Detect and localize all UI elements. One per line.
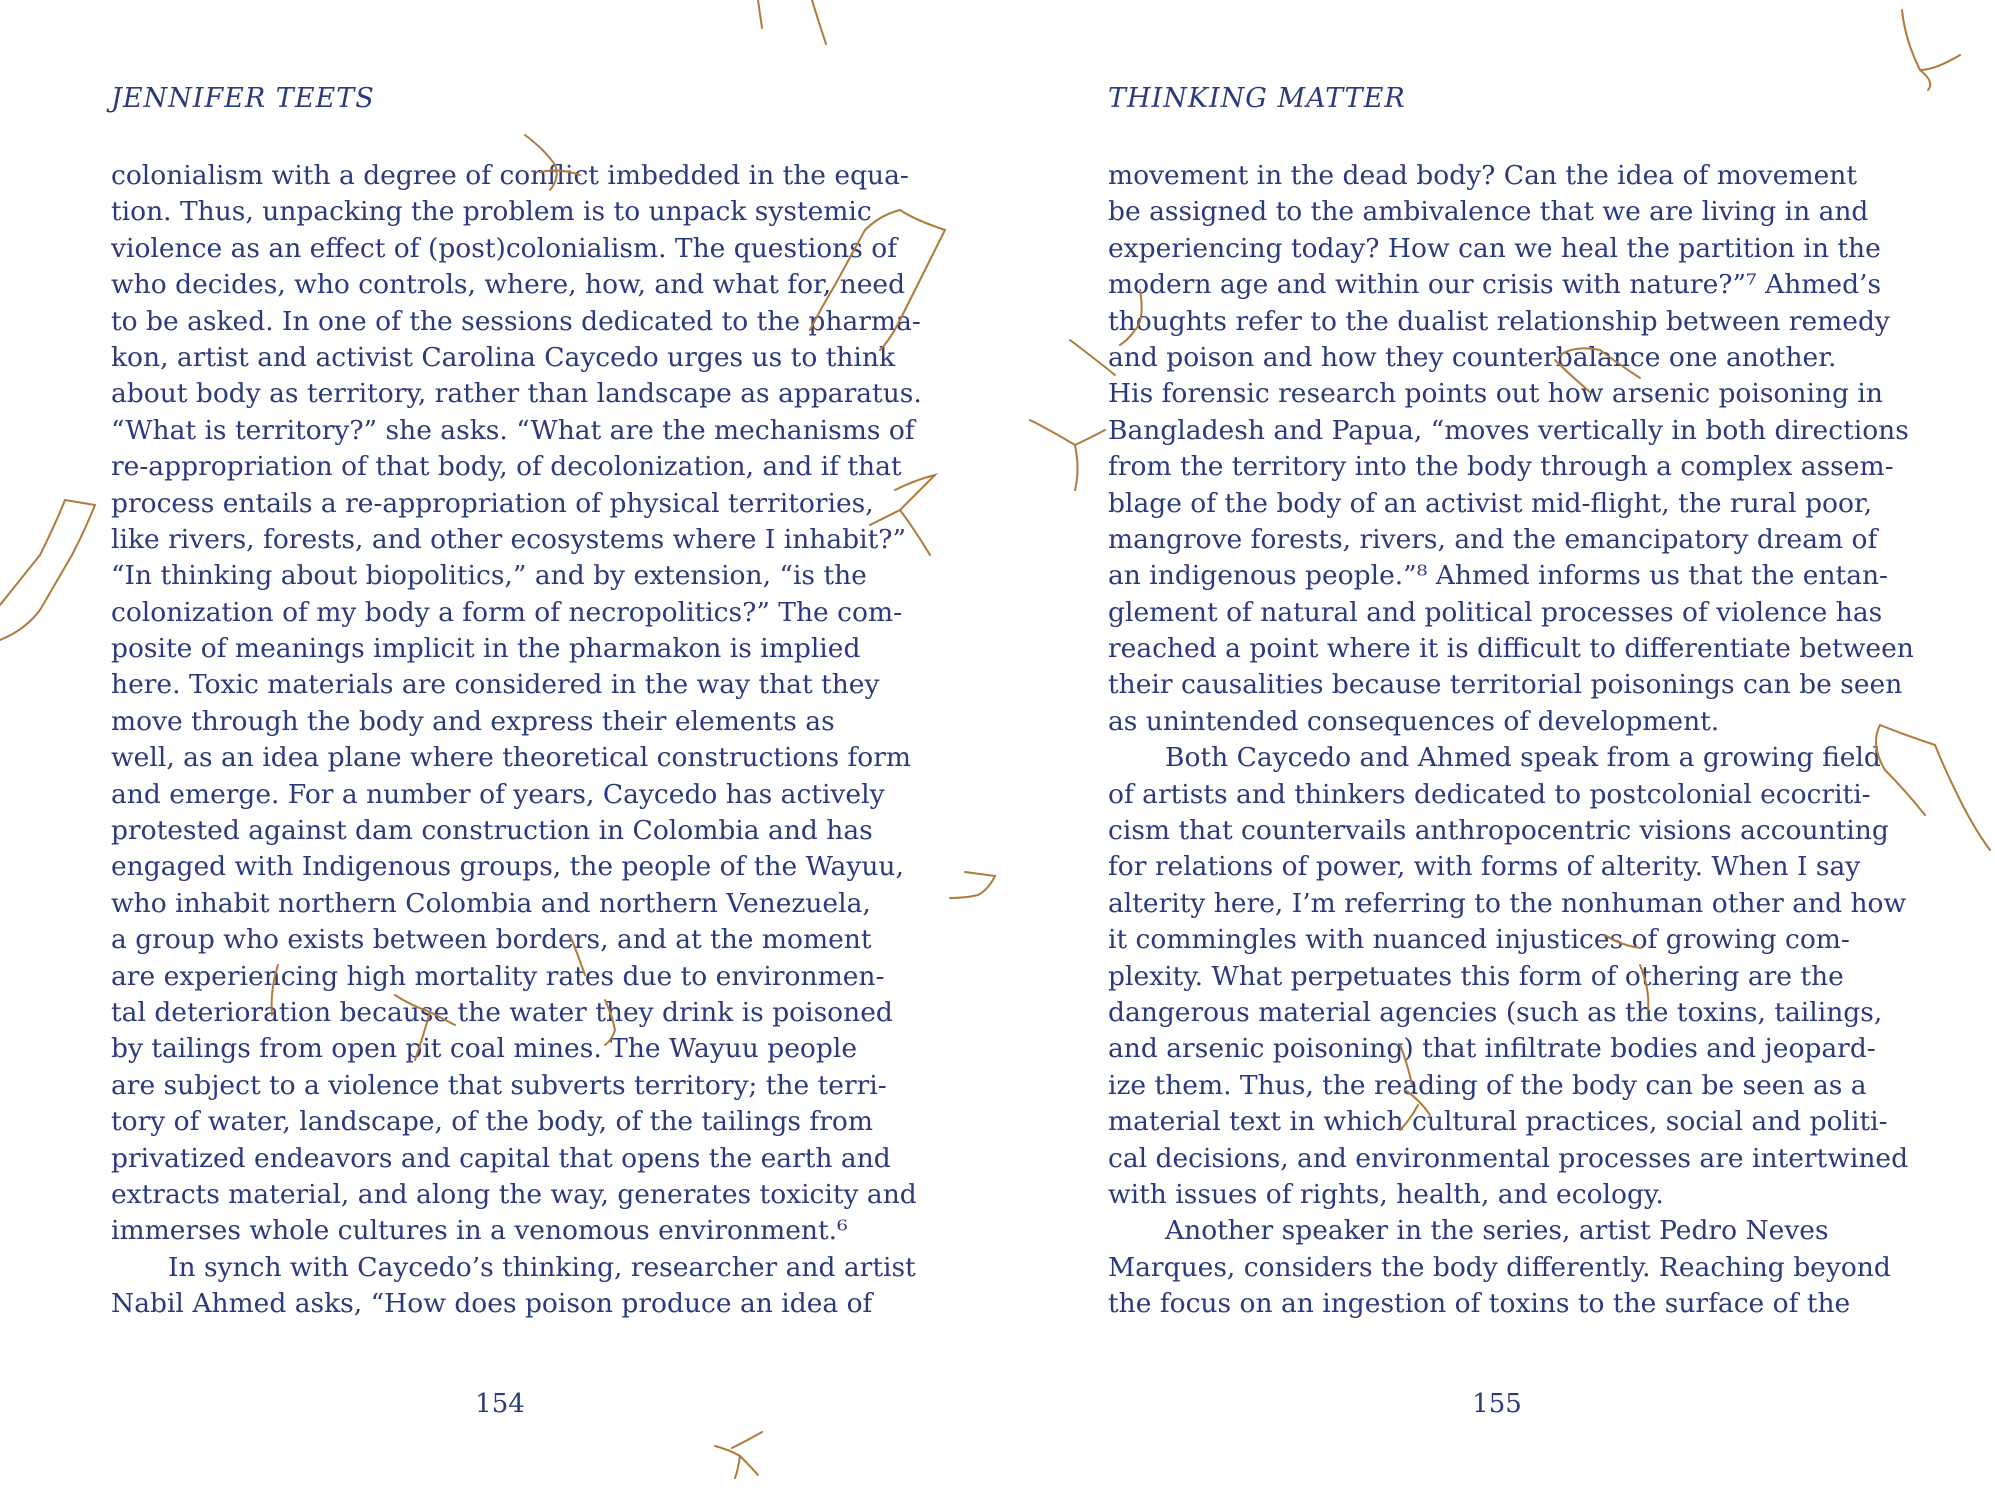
ink-stroke — [1030, 420, 1078, 490]
left-page — [111, 0, 922, 1500]
text-line: their causalities because territorial poisonings can be seen — [1108, 669, 1903, 701]
text-line: privatized endeavors and capital that opens the earth and — [111, 1142, 891, 1174]
text-line: who inhabit northern Colombia and northern Venezuela, — [111, 887, 871, 919]
page-number-left: 154 — [475, 1389, 525, 1419]
text-line: experiencing today? How can we heal the partition in the — [1108, 232, 1881, 264]
text-line: cal decisions, and environmental processes are intertwined — [1108, 1142, 1909, 1174]
text-line: tion. Thus, unpacking the problem is to unpack systemic — [111, 196, 872, 228]
text-line: material text in which cultural practices, social and politi- — [1108, 1106, 1888, 1138]
text-line: reached a point where it is difficult to differentiate between — [1108, 633, 1914, 665]
text-line: mangrove forests, rivers, and the emancipatory dream of — [1108, 523, 1878, 555]
running-head-left: JENNIFER TEETS — [111, 83, 375, 114]
text-line: protested against dam construction in Colombia and has — [111, 815, 873, 847]
text-line: from the territory into the body through a complex assem- — [1108, 451, 1894, 483]
text-line: about body as territory, rather than landscape as apparatus. — [111, 378, 922, 410]
text-line: thoughts refer to the dualist relationship between remedy — [1108, 305, 1890, 337]
text-line: to be asked. In one of the sessions dedicated to the pharma- — [111, 305, 921, 337]
text-line: Another speaker in the series, artist Pedro Neves — [1165, 1215, 1829, 1247]
ink-stroke — [950, 872, 995, 898]
text-line: kon, artist and activist Carolina Caycedo urges us to think — [111, 341, 896, 373]
text-line: well, as an idea plane where theoretical constructions form — [111, 742, 912, 774]
text-line: dangerous material agencies (such as the toxins, tailings, — [1108, 996, 1883, 1028]
ink-stroke — [1920, 70, 1930, 90]
text-line: and arsenic poisoning) that infiltrate bodies and jeopard- — [1108, 1033, 1876, 1065]
ink-stroke — [1075, 430, 1105, 445]
text-line: “In thinking about biopolitics,” and by extension, “is the — [111, 560, 867, 592]
text-line: colonization of my body a form of necropolitics?” The com- — [111, 596, 903, 628]
text-line: modern age and within our crisis with nature?”⁷ Ahmed’s — [1108, 269, 1882, 301]
text-line: Marques, considers the body differently. Reaching beyond — [1108, 1251, 1891, 1283]
text-line: with issues of rights, health, and ecology. — [1108, 1178, 1664, 1210]
text-line: it commingles with nuanced injustices of growing com- — [1108, 924, 1850, 956]
text-line: and poison and how they counterbalance one another. — [1108, 341, 1837, 373]
text-line: ize them. Thus, the reading of the body can be seen as a — [1108, 1069, 1867, 1101]
left-page-body — [111, 158, 922, 1323]
text-line: “What is territory?” she asks. “What are the mechanisms of — [111, 414, 915, 446]
text-line: Bangladesh and Papua, “moves vertically in both directions — [1108, 414, 1909, 446]
text-line: plexity. What perpetuates this form of othering are the — [1108, 960, 1844, 992]
text-line: re-appropriation of that body, of decolonization, and if that — [111, 451, 902, 483]
text-line: move through the body and express their elements as — [111, 705, 835, 737]
text-line: His forensic research points out how arsenic poisoning in — [1108, 378, 1883, 410]
text-line: engaged with Indigenous groups, the people of the Wayuu, — [111, 851, 904, 883]
text-line: be assigned to the ambivalence that we are living in and — [1108, 196, 1869, 228]
text-line: process entails a re-appropriation of physical territories, — [111, 487, 874, 519]
text-line: immerses whole cultures in a venomous environment.⁶ — [111, 1215, 848, 1247]
text-line: and emerge. For a number of years, Caycedo has actively — [111, 778, 885, 810]
text-line: a group who exists between borders, and at the moment — [111, 924, 872, 956]
text-line: glement of natural and political processes of violence has — [1108, 596, 1883, 628]
right-page — [1108, 0, 1914, 1500]
text-line: cism that countervails anthropocentric visions accounting — [1108, 815, 1889, 847]
text-line: movement in the dead body? Can the idea of movement — [1108, 160, 1857, 191]
text-line: an indigenous people.”⁸ Ahmed informs us that the entan- — [1108, 560, 1889, 592]
text-line: alterity here, I’m referring to the nonhuman other and how — [1108, 887, 1907, 919]
text-line: blage of the body of an activist mid-flight, the rural poor, — [1108, 487, 1873, 519]
text-line: are subject to a violence that subverts territory; the terri- — [111, 1069, 887, 1101]
text-line: by tailings from open pit coal mines. The Wayuu people — [111, 1033, 857, 1065]
ink-stroke — [0, 500, 95, 640]
text-line: tal deterioration because the water they drink is poisoned — [111, 996, 893, 1028]
text-line: who decides, who controls, where, how, and what for, need — [111, 269, 906, 301]
text-line: In synch with Caycedo’s thinking, researcher and artist — [168, 1251, 916, 1283]
text-line: like rivers, forests, and other ecosystems where I inhabit?” — [111, 523, 907, 555]
text-line: the focus on an ingestion of toxins to the surface of the — [1108, 1288, 1851, 1320]
page-number-right: 155 — [1472, 1389, 1522, 1419]
text-line: as unintended consequences of development. — [1108, 705, 1720, 737]
text-line: extracts material, and along the way, generates toxicity and — [111, 1178, 917, 1210]
ink-stroke — [0, 500, 65, 605]
running-head-right: THINKING MATTER — [1108, 83, 1406, 114]
text-line: colonialism with a degree of conflict imbedded in the equa- — [111, 160, 909, 191]
ink-stroke — [1902, 10, 1960, 70]
text-line: here. Toxic materials are considered in the way that they — [111, 669, 880, 701]
text-line: posite of meanings implicit in the pharmakon is implied — [111, 633, 861, 665]
text-line: violence as an effect of (post)colonialism. The questions of — [111, 232, 898, 264]
right-page-body — [1108, 158, 1914, 1323]
text-line: Both Caycedo and Ahmed speak from a growing field — [1165, 742, 1881, 774]
text-line: for relations of power, with forms of alterity. When I say — [1108, 851, 1861, 883]
text-line: Nabil Ahmed asks, “How does poison produce an idea of — [111, 1288, 873, 1320]
text-line: tory of water, landscape, of the body, of the tailings from — [111, 1106, 873, 1138]
text-line: of artists and thinkers dedicated to postcolonial ecocriti- — [1108, 778, 1871, 810]
text-line: are experiencing high mortality rates due to environmen- — [111, 960, 885, 992]
